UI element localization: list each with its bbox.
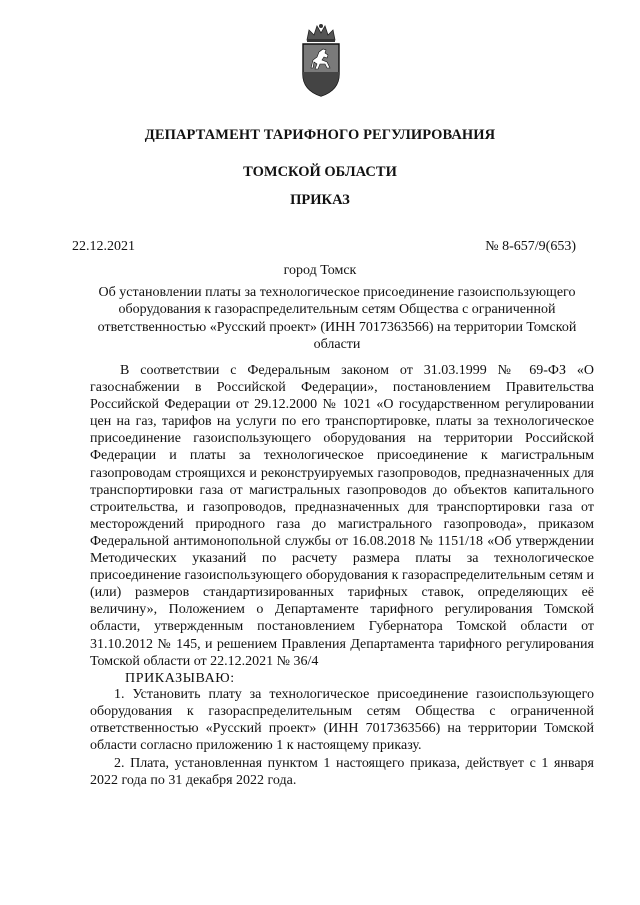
- document-subject: Об установлении платы за технологическое присоединение газоиспользующего оборудования к газораспределительным сетям Общества с ограниченной ответственностью «Русский проект» (ИНН 7017363566) на территории Томской области: [97, 285, 577, 352]
- order-item-2: 2. Плата, установленная пунктом 1 настоящего приказа, действует с 1 января 2022 года по 31 декабря 2022 года.: [90, 756, 594, 789]
- document-number: № 8-657/9(653): [485, 239, 576, 254]
- order-keyword: ПРИКАЗЫВАЮ:: [125, 671, 235, 686]
- region-title: ТОМСКОЙ ОБЛАСТИ: [243, 164, 397, 180]
- order-item-1: 1. Установить плату за технологическое присоединение газоиспользующего оборудования к газораспределительным сетям Общества с ограниченной ответственностью «Русский проект» (ИНН 7017363566) на территории Томской области согласно приложению 1 к настоящему приказу.: [90, 687, 594, 754]
- coat-of-arms-icon: [297, 22, 345, 98]
- document-date: 22.12.2021: [72, 239, 135, 254]
- preamble-paragraph: В соответствии с Федеральным законом от 31.03.1999 № 69-ФЗ «О газоснабжении в Российской Федерации», постановлением Правительства Российской Федерации от 29.12.2000 № 1021 «О государственном регулировании цен на газ, тарифов на услуги по его транспортировке, платы за технологическое присоединение газоиспользующего оборудования на территории Российской Федерации и платы за технологическое присоединение к магистральным газопроводам строящихся и реконструируемых газопроводов, предназначенных для транспортировки газа от магистральных газопроводов до объектов капитального строительства, и газопроводов, предназначенных для транспортировки газа от месторождений природного газа до магистрального газопровода», приказом Федеральной антимонопольной службы от 16.08.2018 № 1151/18 «Об утверждении Методических указаний по расчету размера платы за технологическое присоединение газоиспользующего оборудования к газораспределительным сетям и (или) размеров стандартизированных тарифных ставок, определяющих её величину», Положением о Департаменте тарифного регулирования Томской области, утвержденным постановлением Губернатора Томской области от 31.10.2012 № 145, и решением Правления Департамента тарифного регулирования Томской области от 22.12.2021 № 36/4: [90, 363, 594, 669]
- document-city: город Томск: [283, 263, 357, 278]
- document-type-title: ПРИКАЗ: [290, 192, 350, 208]
- department-title: ДЕПАРТАМЕНТ ТАРИФНОГО РЕГУЛИРОВАНИЯ: [144, 127, 496, 143]
